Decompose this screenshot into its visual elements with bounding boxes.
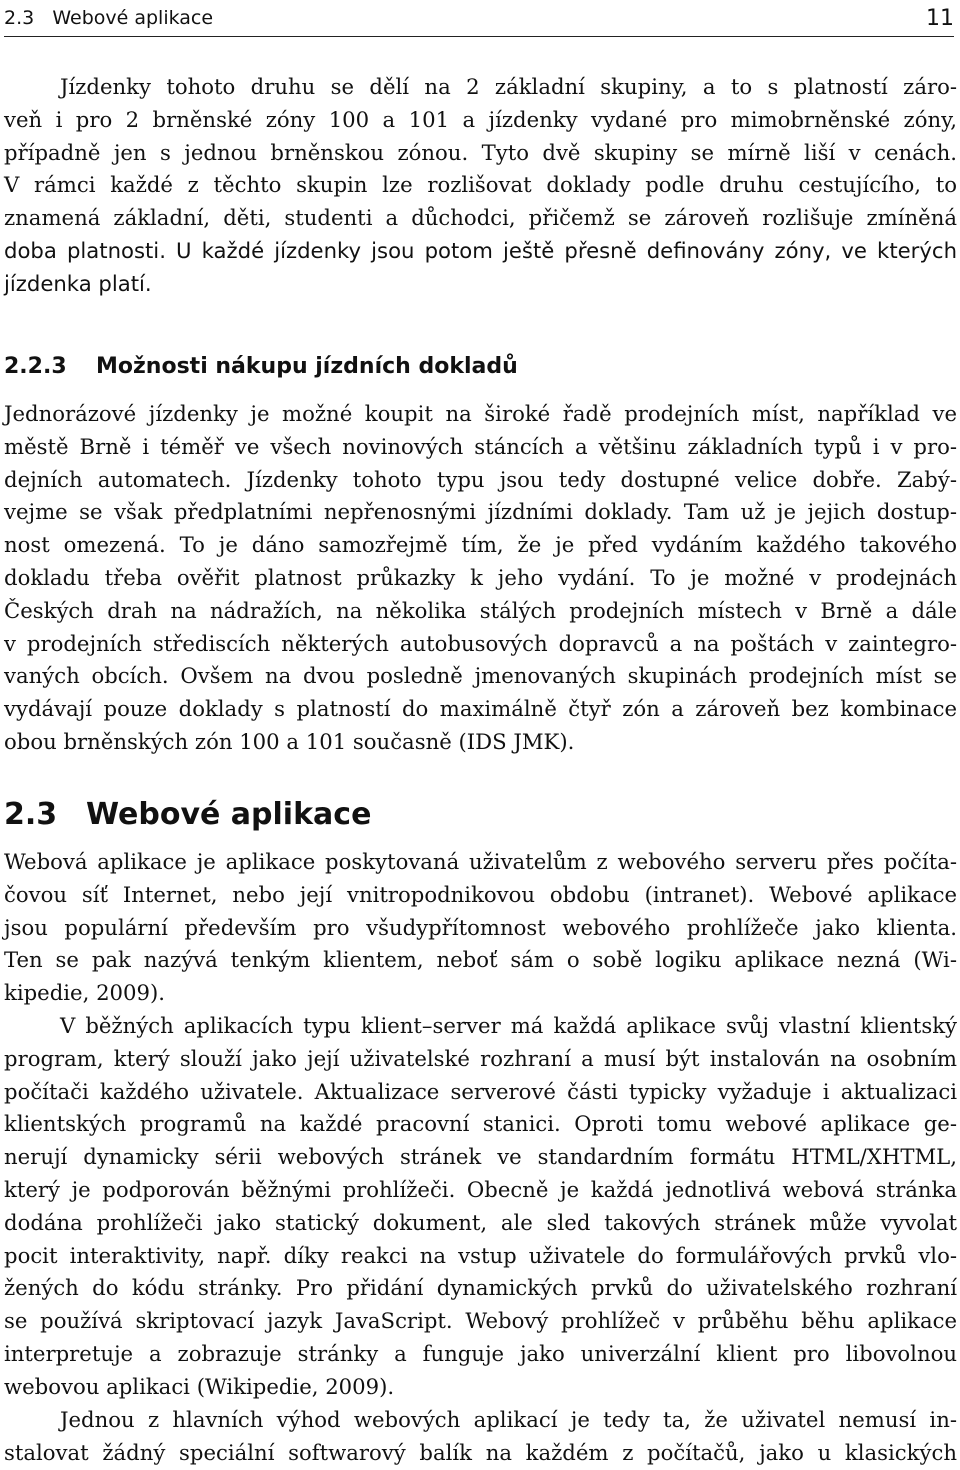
text-line: klientských programů na každé pracovní stanici. Oproti tomu webové aplikace ge- [4, 1111, 957, 1137]
text-line: dokladu třeba ověřit platnost průkazky k jeho vydání. To je možné v prodejnách [4, 564, 957, 590]
subsection-title: Možnosti nákupu jízdních dokladů [96, 354, 518, 379]
text-line: doba platnosti. U každé jízdenky jsou potom ještě přesně definovány zóny, ve kterých [4, 237, 957, 263]
text-line: webovou aplikaci (Wikipedie, 2009). [4, 1373, 395, 1399]
text-line: Jízdenky tohoto druhu se dělí na 2 základní skupiny, a to s platností záro- [60, 74, 957, 99]
text-line: V rámci každé z těchto skupin lze rozlišovat doklady podle druhu cestujícího, to [4, 172, 957, 198]
text-line: program, který slouží jako její uživatelské rozhraní a musí být instalován na osobním [4, 1045, 957, 1071]
text-line: vaných obcích. Ovšem na dvou posledně jmenovaných skupinách prodejních míst se [4, 663, 957, 689]
paragraph-client-server [4, 1010, 957, 1404]
text-line: se používá skriptovací jazyk JavaScript. Webový prohlížeč v průběhu běhu aplikace [4, 1308, 957, 1334]
text-line: Českých drah na nádražích, na několika stálých prodejních místech v Brně a dále [4, 597, 957, 623]
running-header [4, 0, 954, 37]
text-line: v prodejních střediscích některých autobusových dopravců a na poštách v zaintegro- [4, 630, 957, 656]
text-line: nerují dynamicky sérii webových stránek ve standardním formátu HTML/XHTML, [4, 1144, 957, 1170]
text-line: počítači každého uživatele. Aktualizace serverové části typicky vyžaduje i aktualizaci [4, 1078, 957, 1104]
text-line: znamená základní, děti, studenti a důchodci, přičemž se zároveň rozlišuje zmíněná [4, 205, 957, 231]
text-line: jsou populární především pro všudypřítomnost webového prohlížeče jako klienta. [4, 914, 957, 940]
paragraph-ticket-purchase [4, 398, 957, 759]
text-line: vydávají pouze doklady s platností do maximálně čtyř zón a zároveň bez kombinace [4, 696, 957, 722]
section-title: Webové aplikace [86, 797, 372, 832]
text-line: žených do kódu stránky. Pro přidání dynamických prvků do uživatelského rozhraní [4, 1275, 957, 1301]
paragraph-advantages [4, 1404, 957, 1470]
text-line: kipedie, 2009). [4, 980, 165, 1006]
section-heading [4, 794, 371, 836]
text-line: který je podporován běžnými prohlížeči. Obecně je každá jednotlivá webová stránka [4, 1176, 957, 1202]
text-line: stalovat žádný speciální softwarový balík na každém z počítačů, jako u klasických [4, 1439, 957, 1465]
text-line: pocit interaktivity, např. díky reakci na vstup uživatele do formulářových prvků vlo- [4, 1242, 957, 1268]
text-line: obou brněnských zón 100 a 101 současně (IDS JMK). [4, 728, 575, 754]
text-line: V běžných aplikacích typu klient–server má každá aplikace svůj vlastní klientský [60, 1013, 957, 1038]
section-number: 2.3 [4, 797, 58, 832]
text-line: Ten se pak nazývá tenkým klientem, neboť sám o sobě logiku aplikace nezná (Wi- [4, 947, 957, 973]
header-section-title: 2.3 Webové aplikace [4, 7, 214, 29]
text-line: veň i pro 2 brněnské zóny 100 a 101 a jízdenky vydané pro mimobrněnské zóny, [4, 106, 957, 132]
text-line: jízdenka platí. [4, 270, 152, 296]
text-line: interpretuje a zobrazuje stránky a funguje jako univerzální klient pro libovolnou [4, 1340, 957, 1366]
text-line: vejme se však předplatními nepřenosnými jízdními doklady. Tam už je jejich dostup- [4, 499, 957, 525]
text-line: dejních automatech. Jízdenky tohoto typu jsou tedy dostupné velice dobře. Zabý- [4, 466, 957, 492]
subsection-number: 2.2.3 [4, 354, 67, 379]
paragraph-web-app-definition [4, 846, 957, 1010]
text-line: Jednou z hlavních výhod webových aplikací je tedy ta, že uživatel nemusí in- [60, 1407, 957, 1432]
text-line: případně jen s jednou brněnskou zónou. Tyto dvě skupiny se mírně liší v cenách. [4, 139, 957, 165]
subsection-heading [4, 350, 518, 384]
text-line: čovou síť Internet, nebo její vnitropodnikovou obdobu (intranet). Webové aplikace [4, 881, 957, 907]
text-line: Webová aplikace je aplikace poskytovaná uživatelům z webového serveru přes počíta- [4, 849, 957, 874]
text-line: nost omezená. To je dáno samozřejmě tím, že je před vydáním každého takového [4, 532, 957, 558]
text-line: dodána prohlížeči jako statický dokument, ale sled takových stránek může vyvolat [4, 1209, 957, 1235]
paragraph-ticket-groups [4, 71, 957, 301]
text-line: Jednorázové jízdenky je možné koupit na široké řadě prodejních míst, například ve [4, 401, 957, 426]
page-number: 11 [926, 5, 954, 31]
text-line: městě Brně i téměř ve všech novinových stáncích a většinu základních typů i v pro- [4, 433, 957, 459]
